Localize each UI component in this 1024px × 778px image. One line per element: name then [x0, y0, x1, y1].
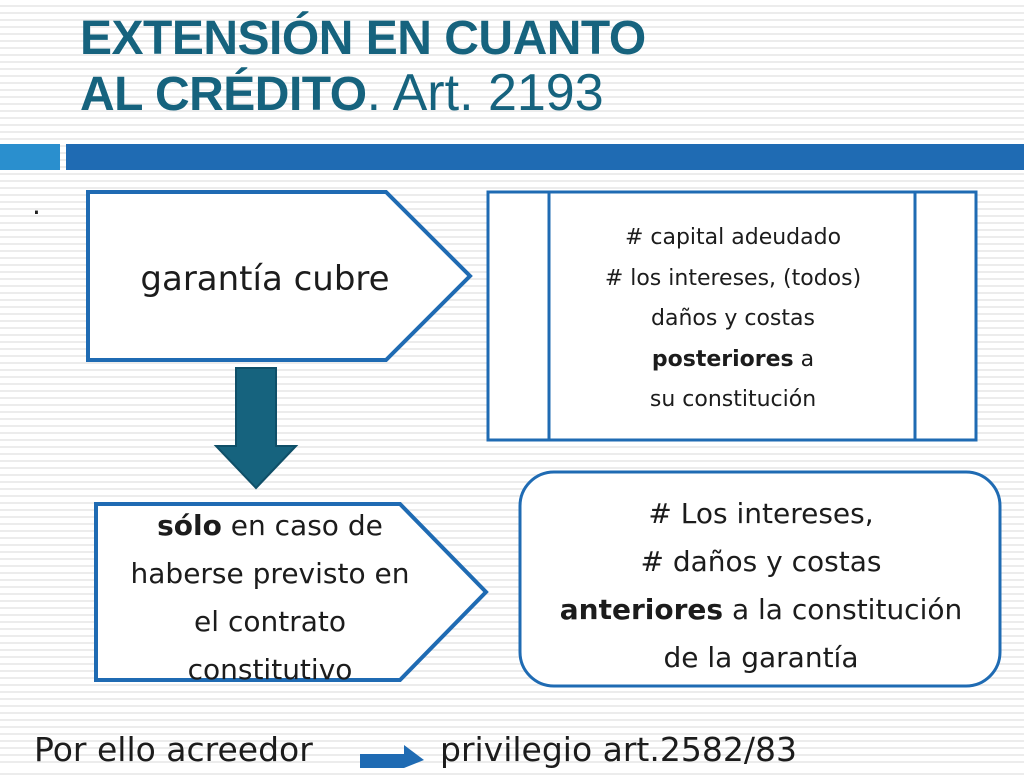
- box-top-bold-word: posteriores: [651, 346, 794, 372]
- box-top-line-1: # capital adeudado: [624, 225, 842, 250]
- box-bottom-line-3-rest: a la constitución: [723, 593, 963, 626]
- pentagon-bottom-line-2: haberse previsto en: [130, 557, 410, 590]
- footer-arrow: [360, 745, 424, 768]
- pentagon-top-text: garantía cubre: [140, 259, 390, 299]
- footer-left-text: Por ello acreedor: [34, 730, 313, 769]
- box-top-line-3: daños y costas: [651, 306, 815, 332]
- pentagon-bottom-line-1-rest: en caso de: [221, 509, 383, 542]
- title-dot: .: [366, 64, 382, 122]
- box-bottom-line-2: # daños y costas: [640, 545, 882, 578]
- title-article-ref: Art. 2193: [381, 64, 604, 122]
- pentagon-bottom-line-3: el contrato: [194, 605, 346, 638]
- box-bottom-bold-word: anteriores: [559, 593, 724, 626]
- box-top-text: [556, 218, 910, 421]
- footer-right-text: privilegio art.2582/83: [440, 730, 797, 769]
- box-bottom-line-1: # Los intereses,: [648, 497, 874, 530]
- pentagon-bottom-line-1: [100, 502, 440, 550]
- pentagon-bottom-bold-word: sólo: [157, 509, 222, 542]
- bullet-dot: ·: [32, 196, 41, 229]
- title-line-1: EXTENSIÓN EN CUANTO: [80, 12, 646, 65]
- box-top-line-4: [556, 340, 910, 381]
- box-top-line-2: # los intereses, (todos): [604, 265, 862, 291]
- box-top-line-4-rest: a: [793, 346, 815, 372]
- down-arrow: [216, 368, 296, 488]
- box-bottom-line-3: [526, 586, 996, 634]
- pentagon-bottom-text: [100, 502, 440, 694]
- pentagon-bottom-line-4: constitutivo: [187, 653, 353, 686]
- box-bottom-text: [526, 490, 996, 682]
- box-top-line-5: su constitución: [649, 387, 817, 413]
- title-bold-part: AL CRÉDITO: [80, 68, 367, 121]
- box-bottom-line-4: de la garantía: [663, 641, 859, 674]
